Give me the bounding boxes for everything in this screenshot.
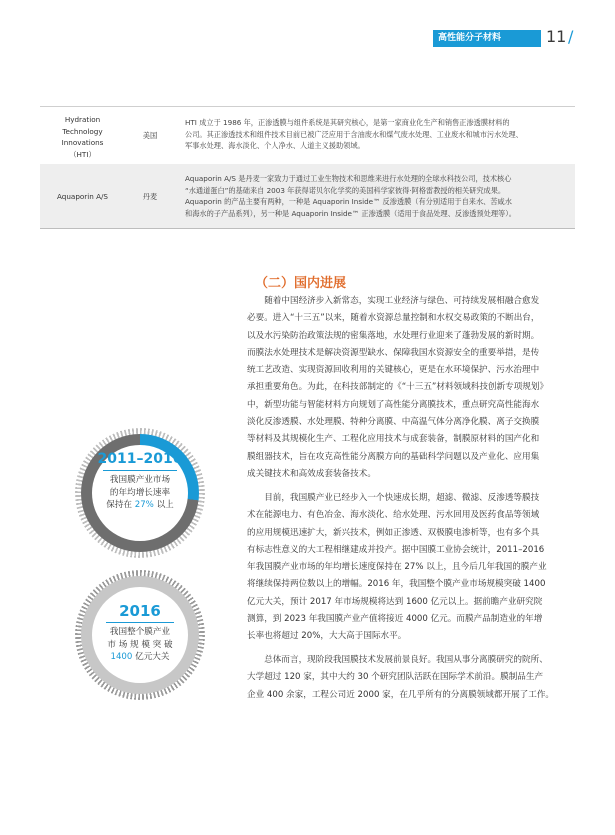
- callout-highlight: 27%: [134, 500, 154, 510]
- company-name-line: Aquaporin A/S: [57, 192, 108, 201]
- company-name-line: Technology: [62, 126, 103, 136]
- paragraph-line: 随着中国经济步入新常态，实现工业经济与绿色、可持续发展相融合愈发: [264, 296, 540, 306]
- company-name-cell: [40, 114, 125, 160]
- description-line: HTI 成立于 1986 年，正渗透膜与组件系统是其研究核心，是第一家商业化生产和销售正渗透膜材料的: [185, 118, 510, 127]
- paragraph-line: 膜组器技术，旨在攻克高性能分离膜方向的基础科学问题以及产业化、应用集: [247, 451, 540, 462]
- callout-line: 1400 亿元大关: [110, 652, 170, 662]
- paragraph: [247, 652, 573, 704]
- paragraph-line: 长率也将超过 20%，大大高于国际水平。: [247, 631, 407, 642]
- company-name-line: Innovations: [61, 138, 104, 147]
- description-line: Aquaporin 的产品主要有两种，一种是 Aquaporin Inside™ 反渗透膜（有分别适用于自来水、苦咸水: [185, 197, 512, 206]
- description-line: 军事水处理、海水淡化、个人净水、人道主义援助领域。: [185, 141, 365, 150]
- paragraph: [247, 293, 573, 483]
- paragraph-line: 大学超过 120 家，其中大约 30 个研究团队活跃在国际学术前沿。膜制品生产: [247, 672, 544, 683]
- company-name-line: （HTI）: [69, 149, 96, 159]
- paragraph-line: 年我国膜产业市场的年均增长速度保持在 27% 以上，且今后几年我国的膜产业: [247, 562, 547, 573]
- paragraph-line: 企业 400 余家，工程公司近 2000 家，在几乎所有的分离膜领域都开展了工作。: [247, 689, 555, 700]
- description-cell: [185, 173, 565, 219]
- page-number: 11: [546, 27, 567, 46]
- callout-line: 市 场 规 模 突 破: [107, 639, 173, 650]
- running-header-title: 高性能分子材料: [438, 33, 502, 43]
- description-line: Aquaporin A/S 是丹麦一家致力于通过工业生物技术和思维来进行水处理的全球水科技公司，技术核心: [185, 174, 512, 183]
- paragraph-line: 承担重要角色。为此，在科技部制定的《“十三五”材料领域科技创新专项规划》: [247, 382, 549, 393]
- paragraph-line: 中，新型功能与智能材料方向规划了高性能分离膜技术，重点研究高性能海水: [247, 399, 540, 410]
- callout-divider: [103, 470, 177, 471]
- paragraph-line: 而膜法水处理技术是解决资源型缺水、保障我国水资源安全的重要举措，是传: [247, 347, 540, 358]
- paragraph-line: 成关键技术和高效成套装备技术。: [247, 468, 376, 479]
- callout-line: 我国整个膜产业: [109, 627, 171, 637]
- callout-line: 我国膜产业市场: [109, 475, 171, 485]
- paragraph-line: 目前，我国膜产业已经步入一个快速成长期，超滤、微滤、反渗透等膜技: [264, 493, 540, 503]
- paragraph-line: 淡化反渗透膜、水处理膜、特种分离膜、中高温气体分离净化膜、离子交换膜: [247, 417, 540, 428]
- paragraph: [247, 490, 573, 646]
- paragraph-line: 等材料及其规模化生产、工程化应用技术与成套装备，制膜原材料的国产化和: [247, 434, 540, 445]
- company-name-line: Hydration: [64, 115, 101, 124]
- paragraph-line: 以及水污染防治政策法规的密集落地，水处理行业迎来了蓬勃发展的新时期。: [247, 330, 540, 341]
- paragraph-line: 术在能源电力、有色冶金、海水淡化、给水处理、污水回用及医药食品等领域: [247, 510, 540, 521]
- paragraph-line: 总体而言，现阶段我国膜技术发展前景良好。我国从事分离膜研究的院所、: [264, 655, 548, 665]
- table-row: [40, 107, 575, 165]
- paragraph-line: 测算，到 2023 年我国膜产业产值将接近 4000 亿元。而膜产品制造业的年增: [247, 614, 543, 625]
- callout-divider: [106, 622, 174, 623]
- table-row: [40, 164, 575, 229]
- callout-year: 2016: [119, 602, 161, 620]
- paragraph-line: 的应用规模迅速扩大，新兴技术，例如正渗透、双极膜电渗析等，也有多个具: [247, 527, 540, 538]
- paragraph-line: 统工艺改造、实现资源回收利用的关键核心，更是在水环境保护、污水治理中: [247, 365, 540, 376]
- paragraph-line: 将继续保持两位数以上的增幅。2016 年，我国整个膜产业市场规模突破 1400: [247, 579, 546, 590]
- callout-line: 保持在 27% 以上: [106, 500, 174, 510]
- callout-text: [75, 474, 205, 512]
- callout-year: 2011–2016: [97, 451, 183, 467]
- paragraph-line: 必要。进入“十三五”以来，随着水资源总量控制和水权交易政策的不断出台，: [247, 313, 540, 324]
- description-line: 和海水的子产品系列），另一种是 Aquaporin Inside™ 正渗透膜（适用于食品处理、反渗透预处理等）。: [185, 208, 516, 218]
- description-cell: [185, 117, 565, 152]
- callout-line: 的年均增长速率: [109, 487, 171, 498]
- paragraph-line: 有标志性意义的大工程相继建成并投产。据中国膜工业协会统计，2011–2016: [247, 544, 545, 555]
- page-slash: /: [568, 27, 574, 46]
- section-heading: （二）国内进展: [255, 276, 347, 291]
- callout-text: [75, 626, 205, 664]
- description-line: “水通道蛋白”的基础来自 2003 年获得诺贝尔化学奖的美国科学家彼得·阿格雷教授的相关研究成果。: [185, 185, 506, 195]
- paragraph-line: 亿元大关，预计 2017 年市场规模将达到 1600 亿元以上。据前瞻产业研究院: [247, 596, 543, 607]
- country-cell: 丹麦: [142, 192, 158, 201]
- callout-highlight: 1400: [110, 652, 133, 662]
- country-cell: 美国: [142, 131, 158, 140]
- description-line: 公司。其正渗透技术和组件技术目前已被广泛应用于含油废水和煤气废水处理、工业废水和城市污水处理、: [185, 129, 523, 139]
- company-name-cell: [40, 191, 125, 203]
